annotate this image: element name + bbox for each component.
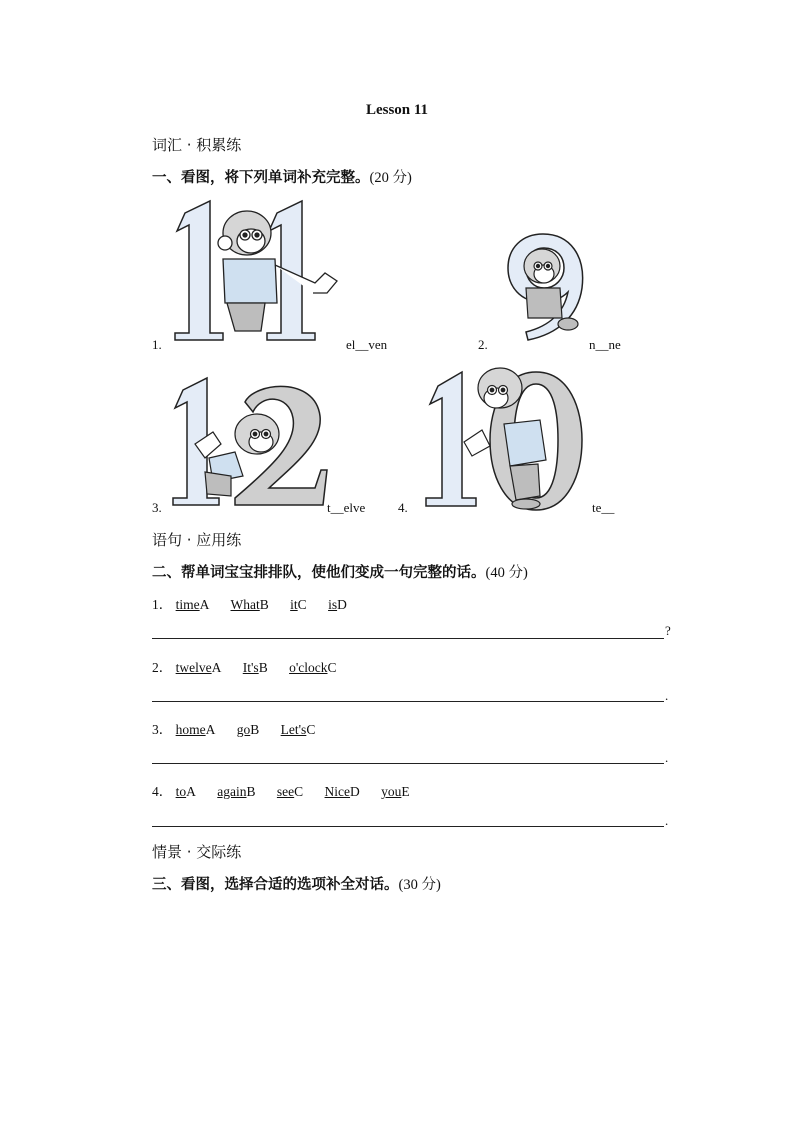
word-option: It's xyxy=(242,660,259,675)
word-option: again xyxy=(217,784,247,799)
answer-line-1[interactable] xyxy=(152,638,664,639)
page-title: Lesson 11 xyxy=(365,102,429,118)
word-option: you xyxy=(381,784,402,799)
option-letter: C xyxy=(297,597,307,612)
item3-word: t__elve xyxy=(327,500,366,515)
word-option: is xyxy=(328,597,338,612)
option-letter: A xyxy=(186,784,196,799)
item2-word: n__ne xyxy=(589,337,621,352)
section1-heading xyxy=(152,166,412,187)
item1-number: 1. xyxy=(152,337,162,352)
question-number: 1． xyxy=(152,597,173,612)
word-option: home xyxy=(175,722,206,737)
answer-1-end: ? xyxy=(665,623,671,638)
answer-2-end: . xyxy=(665,688,669,703)
item1-word: el__ven xyxy=(346,337,388,352)
option-letter: A xyxy=(199,597,210,612)
item2-number: 2. xyxy=(478,337,488,352)
section3-label: 情景 · 交际练 xyxy=(152,843,242,861)
word-option: Let's xyxy=(280,722,307,737)
word-option: o'clock xyxy=(289,660,328,675)
section2-label: 语句 · 应用练 xyxy=(152,531,242,549)
word-option: go xyxy=(236,722,251,737)
item3-number: 3. xyxy=(152,500,162,515)
option-letter: B xyxy=(258,660,268,675)
question-number: 2． xyxy=(152,660,173,675)
word-option: see xyxy=(276,784,295,799)
word-option: it xyxy=(290,597,298,612)
option-letter: C xyxy=(294,784,304,799)
item4-word: te__ xyxy=(592,500,615,515)
question-number: 3． xyxy=(152,722,173,737)
option-letter: B xyxy=(250,722,260,737)
answer-3-end: . xyxy=(665,750,669,765)
answer-line-2[interactable] xyxy=(152,701,664,702)
section1-heading-text: 一、看图，将下列单词补充完整。 xyxy=(152,170,370,186)
word-option: to xyxy=(175,784,187,799)
question-4 xyxy=(152,780,428,800)
section1-label: 词汇 · 积累练 xyxy=(152,136,242,154)
option-letter: A xyxy=(205,722,216,737)
word-option: What xyxy=(230,597,260,612)
answer-line-4[interactable] xyxy=(152,826,664,827)
question-number: 4． xyxy=(152,784,173,799)
question-2 xyxy=(152,656,355,676)
section1-score: (20 分) xyxy=(369,170,412,186)
option-letter: D xyxy=(337,597,347,612)
section3-heading xyxy=(152,873,441,894)
section2-heading xyxy=(152,561,528,582)
section3-score: (30 分) xyxy=(398,877,441,893)
picture-ten xyxy=(420,364,590,514)
option-letter: B xyxy=(246,784,256,799)
option-letter: E xyxy=(401,784,410,799)
option-letter: C xyxy=(327,660,337,675)
section2-heading-text: 二、帮单词宝宝排排队，使他们变成一句完整的话。 xyxy=(152,565,486,581)
picture-twelve xyxy=(165,372,330,510)
word-option: time xyxy=(175,597,200,612)
picture-nine xyxy=(498,226,593,346)
word-option: Nice xyxy=(324,784,351,799)
section2-score: (40 分) xyxy=(485,565,528,581)
question-3 xyxy=(152,718,333,738)
option-letter: D xyxy=(350,784,360,799)
option-letter: A xyxy=(211,660,222,675)
picture-eleven xyxy=(165,193,345,343)
answer-line-3[interactable] xyxy=(152,763,664,764)
option-letter: C xyxy=(306,722,316,737)
option-letter: B xyxy=(259,597,269,612)
word-option: twelve xyxy=(175,660,212,675)
question-1 xyxy=(152,593,365,613)
answer-4-end: . xyxy=(665,813,669,828)
item4-number: 4. xyxy=(398,500,408,515)
section3-heading-text: 三、看图，选择合适的选项补全对话。 xyxy=(152,877,399,893)
